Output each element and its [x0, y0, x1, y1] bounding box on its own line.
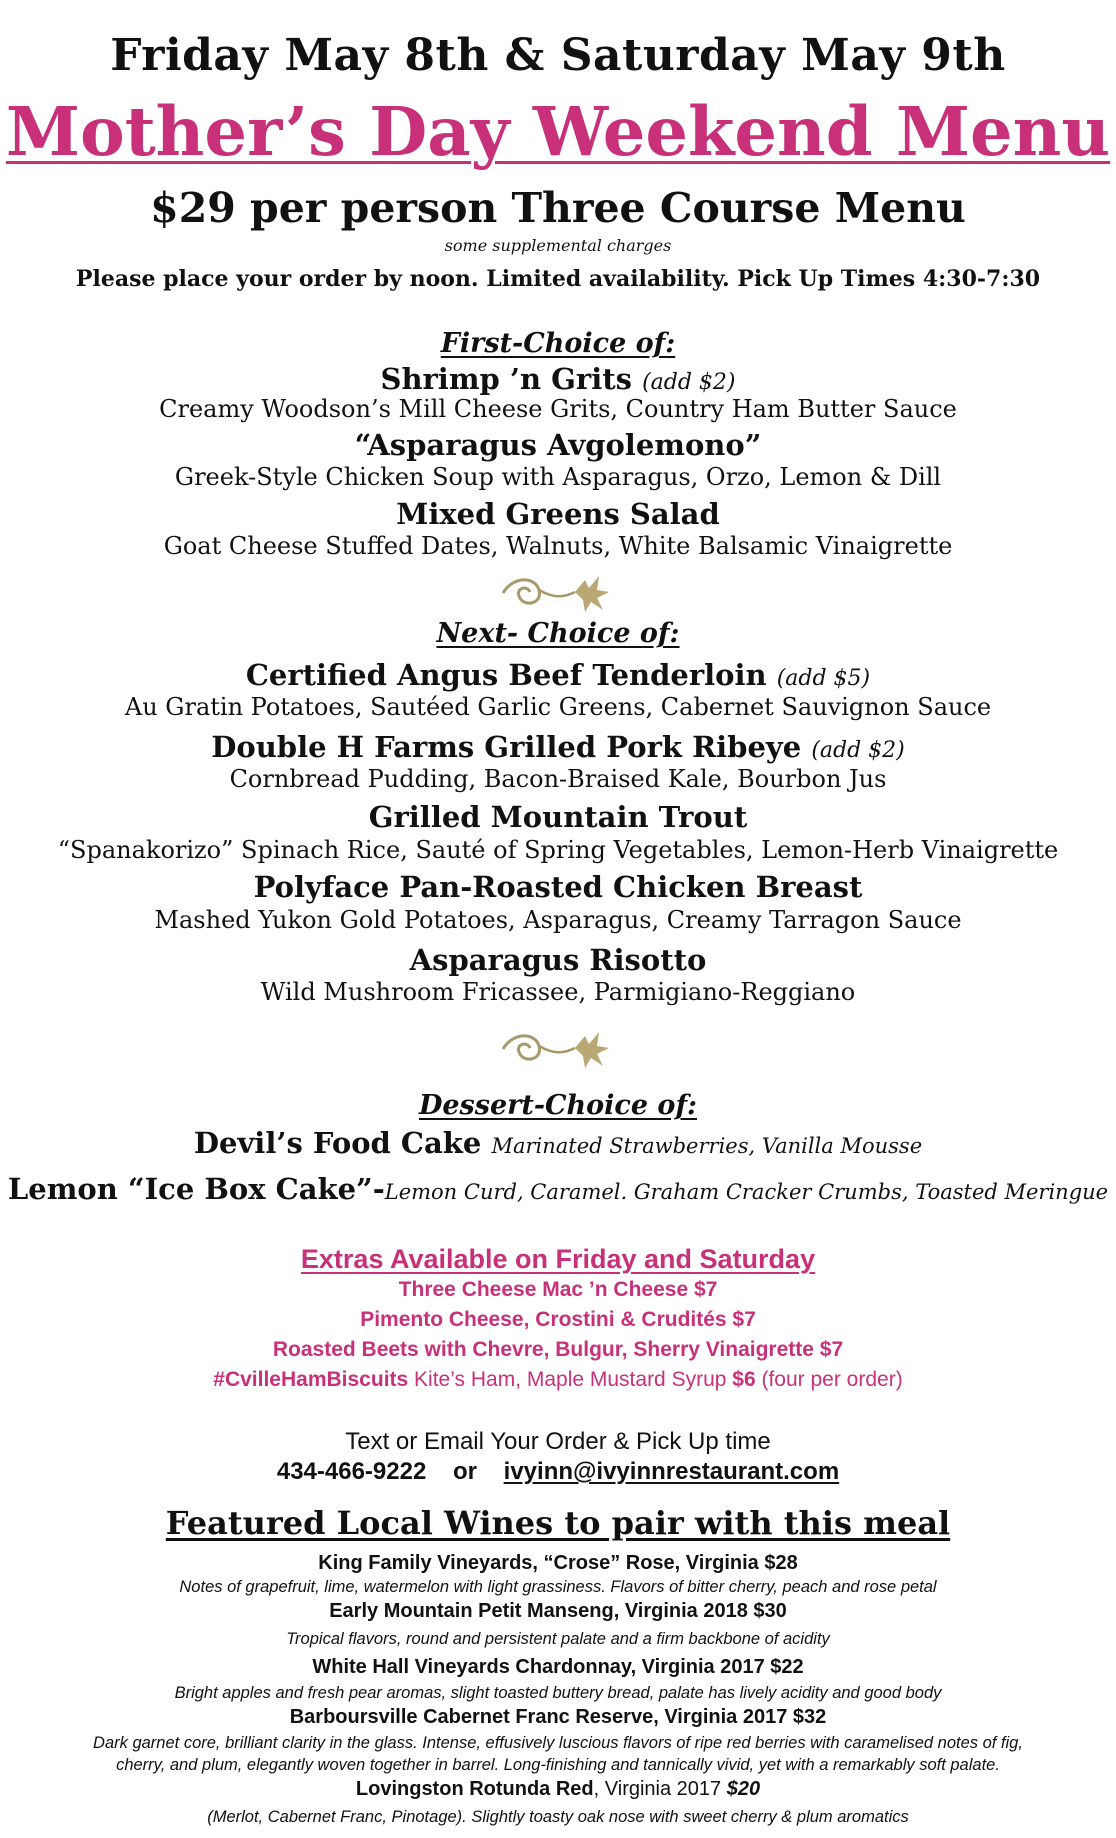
dish-name: Polyface Pan-Roasted Chicken Breast — [253, 870, 863, 904]
extra-item: Pimento Cheese, Crostini & Crudités $7 — [360, 1308, 756, 1331]
wine-notes: Tropical flavors, round and persistent palate and a firm backbone of acidity — [286, 1630, 830, 1648]
dish-description: Lemon Curd, Caramel. Graham Cracker Crumbs, Toasted Meringue — [384, 1180, 1109, 1204]
dish-description: “Spanakorizo” Spinach Rice, Sauté of Spring Vegetables, Lemon-Herb Vinaigrette — [57, 836, 1059, 864]
extra-item: Roasted Beets with Chevre, Bulgur, Sherry Vinaigrette $7 — [272, 1338, 844, 1361]
first-course-heading: First-Choice of: — [440, 328, 676, 359]
flourish-ornament-icon — [0, 568, 1116, 623]
dish-name: Mixed Greens Salad — [396, 497, 720, 531]
flourish-ornament-icon — [0, 1024, 1116, 1079]
extra-description: Kite’s Ham, Maple Mustard Syrup — [408, 1368, 733, 1391]
wine-notes: Bright apples and fresh pear aromas, slight toasted buttery bread, palate has lively acidity and good body — [174, 1684, 942, 1702]
dish-description: Wild Mushroom Fricassee, Parmigiano-Reggiano — [260, 978, 856, 1006]
dish-name: Asparagus Risotto — [409, 943, 707, 977]
wine-notes: (Merlot, Cabernet Franc, Pinotage). Slightly toasty oak nose with sweet cherry & plum aromatics — [207, 1808, 909, 1826]
dish-surcharge: (add $5) — [776, 666, 871, 691]
extra-price: $6 — [732, 1368, 756, 1391]
dish-description: Mashed Yukon Gold Potatoes, Asparagus, Creamy Tarragon Sauce — [154, 906, 962, 934]
extra-item: Three Cheese Mac ’n Cheese $7 — [398, 1278, 718, 1301]
dish-title: Devil’s Food Cake — [193, 1126, 482, 1160]
main-course-heading: Next- Choice of: — [436, 618, 680, 649]
dish-name: “Asparagus Avgolemono” — [354, 428, 762, 462]
dish-surcharge: (add $2) — [811, 738, 905, 763]
wine-notes: Notes of grapefruit, lime, watermelon with light grassiness. Flavors of bitter cherry, peach and rose petal — [179, 1578, 937, 1596]
dish-title: Certified Angus Beef Tenderloin — [245, 658, 767, 692]
wine-name: White Hall Vineyards Chardonnay, Virginia 2017 $22 — [312, 1656, 804, 1678]
dish-description: Creamy Woodson’s Mill Cheese Grits, Country Ham Butter Sauce — [159, 395, 957, 423]
extra-item-ham-biscuits — [0, 1368, 1116, 1392]
wine-name — [0, 1778, 1116, 1801]
dessert-heading: Dessert-Choice of: — [418, 1090, 698, 1121]
or-label: or — [452, 1458, 477, 1485]
supplemental-note: some supplemental charges — [444, 236, 672, 255]
dish-title: Shrimp ’n Grits — [380, 362, 632, 396]
wine-title: Lovingston Rotunda Red — [355, 1778, 594, 1800]
dish-description: Au Gratin Potatoes, Sautéed Garlic Greens, Cabernet Sauvignon Sauce — [124, 693, 992, 721]
wine-region: , Virginia 2017 — [593, 1778, 727, 1800]
page-title: Mother’s Day Weekend Menu — [5, 92, 1111, 171]
hashtag: #CvilleHamBiscuits — [213, 1368, 409, 1391]
email-link[interactable]: ivyinn@ivyinnrestaurant.com — [503, 1458, 840, 1485]
contact-line — [0, 1458, 1116, 1486]
price-line: $29 per person Three Course Menu — [150, 184, 966, 232]
dish-description: Goat Cheese Stuffed Dates, Walnuts, White Balsamic Vinaigrette — [163, 532, 953, 560]
extra-note: (four per order) — [755, 1368, 903, 1391]
date-line: Friday May 8th & Saturday May 9th — [110, 30, 1006, 81]
wine-name: Barboursville Cabernet Franc Reserve, Virginia 2017 $32 — [289, 1706, 827, 1728]
dish-title: Lemon “Ice Box Cake”- — [7, 1172, 385, 1206]
dish-name — [0, 658, 1116, 692]
wine-name: King Family Vineyards, “Crose” Rose, Virginia $28 — [318, 1552, 798, 1574]
dish-title: Double H Farms Grilled Pork Ribeye — [211, 730, 802, 764]
dish-description: Marinated Strawberries, Vanilla Mousse — [491, 1134, 923, 1158]
contact-instructions: Text or Email Your Order & Pick Up time — [345, 1428, 771, 1455]
dish-name — [0, 362, 1116, 396]
wine-notes: cherry, and plum, elegantly woven together in barrel. Long-finishing and tannically vivid, yet with a remarkably soft palate. — [116, 1756, 1000, 1774]
dish-description: Greek-Style Chicken Soup with Asparagus, Orzo, Lemon & Dill — [174, 463, 942, 491]
dessert-item — [0, 1126, 1116, 1160]
phone-number[interactable]: 434-466-9222 — [276, 1458, 427, 1485]
dessert-item — [0, 1172, 1116, 1206]
dish-description: Cornbread Pudding, Bacon-Braised Kale, Bourbon Jus — [229, 765, 887, 793]
extras-heading: Extras Available on Friday and Saturday — [300, 1244, 816, 1274]
wines-heading: Featured Local Wines to pair with this meal — [165, 1504, 951, 1542]
order-notice: Please place your order by noon. Limited availability. Pick Up Times 4:30-7:30 — [75, 266, 1041, 292]
dish-name — [0, 730, 1116, 764]
wine-name: Early Mountain Petit Manseng, Virginia 2018 $30 — [329, 1600, 787, 1622]
wine-notes: Dark garnet core, brilliant clarity in the glass. Intense, effusively luscious flavors of ripe red berries with caramelised notes of fig, — [93, 1734, 1023, 1752]
dish-surcharge: (add $2) — [642, 370, 736, 395]
dish-name: Grilled Mountain Trout — [368, 800, 748, 834]
wine-price: $20 — [726, 1778, 761, 1800]
